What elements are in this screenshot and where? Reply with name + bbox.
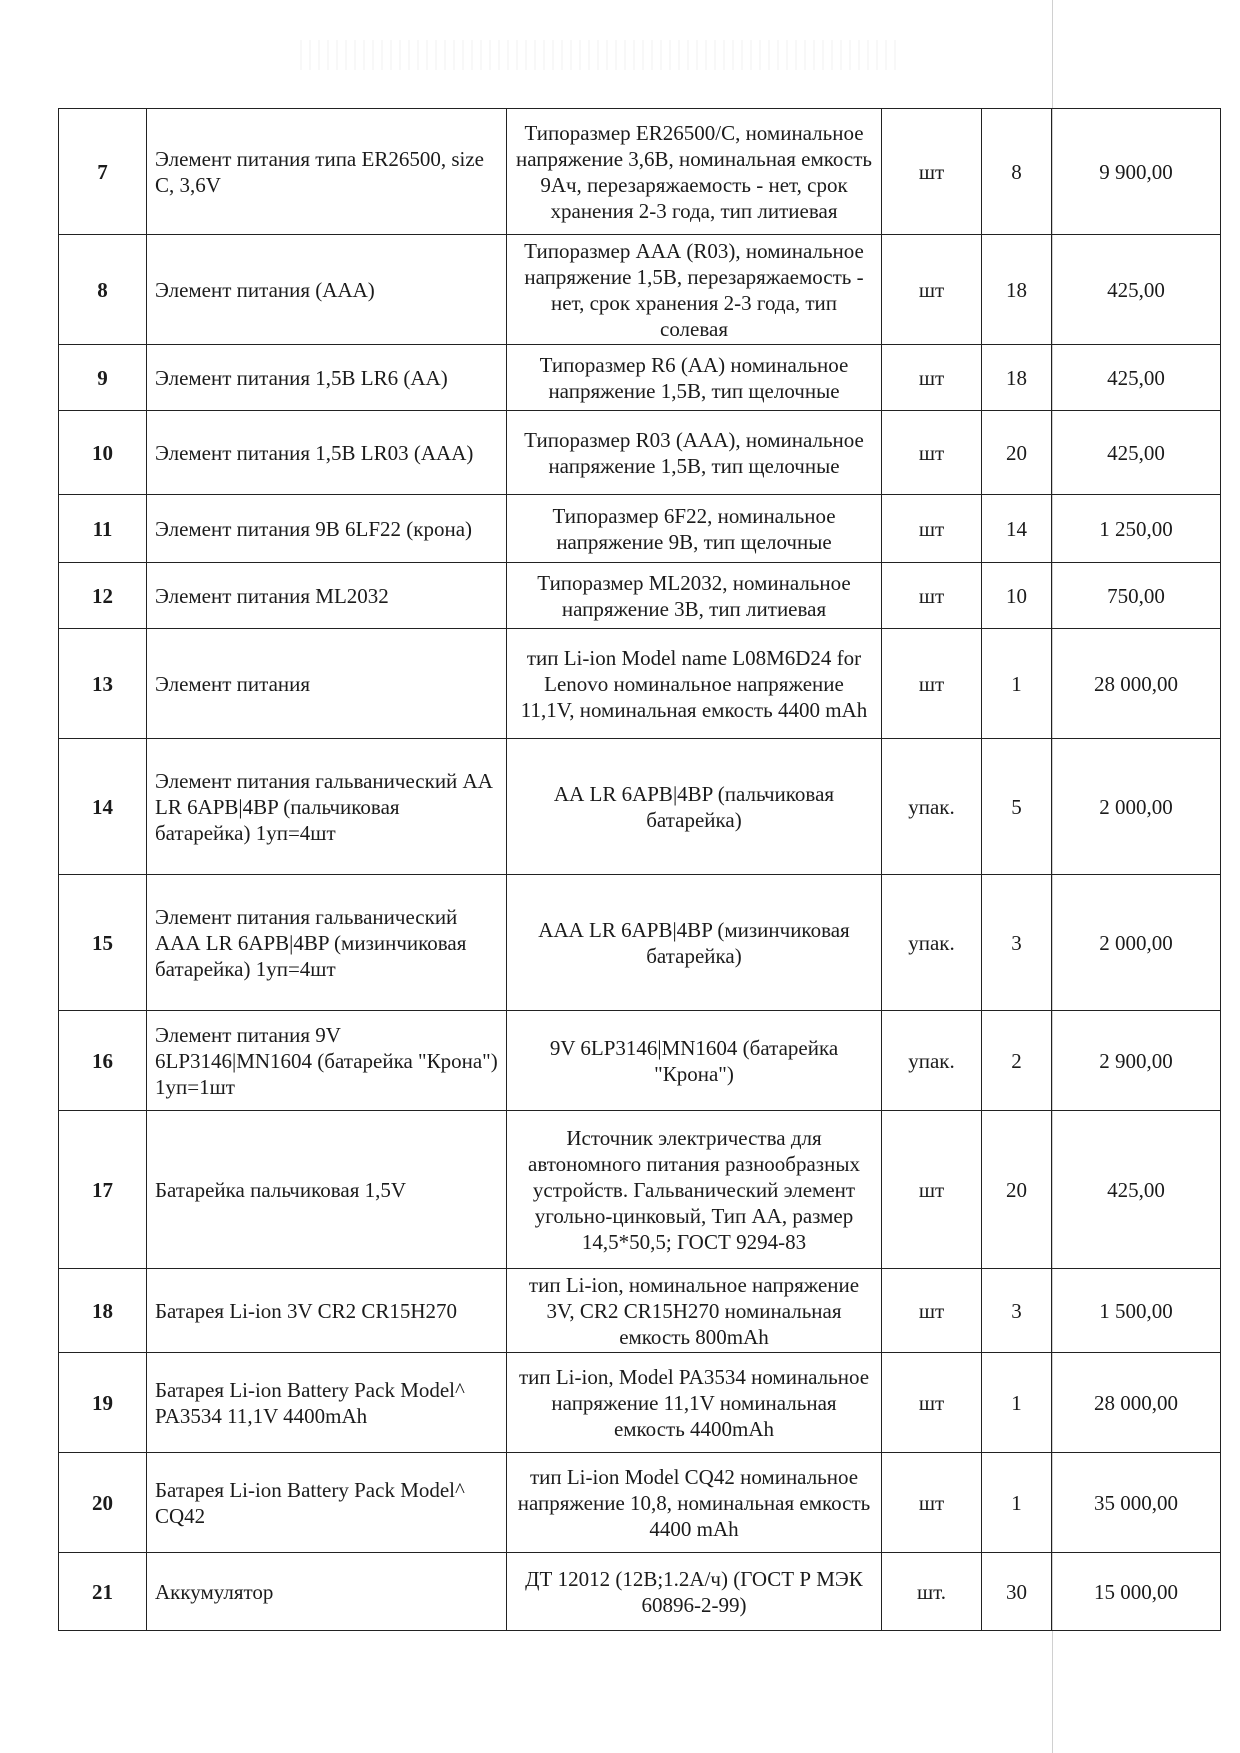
table-row bbox=[59, 495, 1221, 563]
item-name: Элемент питания 9В 6LF22 (крона) bbox=[147, 495, 507, 563]
item-description: тип Li-ion, Model PA3534 номинальное напряжение 11,1V номинальная емкость 4400mAh bbox=[507, 1353, 882, 1453]
item-unit: шт bbox=[882, 629, 982, 739]
item-unit: шт bbox=[882, 1269, 982, 1353]
item-quantity: 30 bbox=[982, 1553, 1052, 1631]
item-unit: шт bbox=[882, 109, 982, 235]
items-table bbox=[58, 108, 1221, 1631]
row-number: 15 bbox=[59, 875, 147, 1011]
item-description: Типоразмер ААА (R03), номинальное напряжение 1,5В, перезаряжаемость - нет, срок хранения 2-3 года, тип солевая bbox=[507, 235, 882, 345]
item-quantity: 18 bbox=[982, 235, 1052, 345]
item-name: Элемент питания 9V 6LP3146|MN1604 (батарейка "Крона") 1уп=1шт bbox=[147, 1011, 507, 1111]
item-description: тип Li-ion Model name L08M6D24 for Lenovo номинальное напряжение 11,1V, номинальная емкость 4400 mAh bbox=[507, 629, 882, 739]
table-row bbox=[59, 345, 1221, 411]
item-price: 28 000,00 bbox=[1052, 629, 1221, 739]
item-description: Типоразмер ER26500/C, номинальное напряжение 3,6В, номинальная емкость 9Ач, перезаряжаемость - нет, срок хранения 2-3 года, тип литиевая bbox=[507, 109, 882, 235]
item-unit: шт bbox=[882, 1111, 982, 1269]
item-unit: шт bbox=[882, 1453, 982, 1553]
item-unit: упак. bbox=[882, 875, 982, 1011]
item-description: ДТ 12012 (12В;1.2А/ч) (ГОСТ Р МЭК 60896-2-99) bbox=[507, 1553, 882, 1631]
item-unit: шт bbox=[882, 345, 982, 411]
table-row bbox=[59, 1553, 1221, 1631]
item-price: 15 000,00 bbox=[1052, 1553, 1221, 1631]
item-price: 425,00 bbox=[1052, 411, 1221, 495]
row-number: 16 bbox=[59, 1011, 147, 1111]
item-quantity: 8 bbox=[982, 109, 1052, 235]
row-number: 8 bbox=[59, 235, 147, 345]
item-price: 2 000,00 bbox=[1052, 739, 1221, 875]
item-description: тип Li-ion Model CQ42 номинальное напряжение 10,8, номинальная емкость 4400 mAh bbox=[507, 1453, 882, 1553]
item-name: Элемент питания bbox=[147, 629, 507, 739]
item-price: 750,00 bbox=[1052, 563, 1221, 629]
item-name: Элемент питания 1,5В LR6 (АА) bbox=[147, 345, 507, 411]
item-quantity: 20 bbox=[982, 411, 1052, 495]
table-row bbox=[59, 411, 1221, 495]
table-row bbox=[59, 1011, 1221, 1111]
item-name: Аккумулятор bbox=[147, 1553, 507, 1631]
item-description: 9V 6LP3146|MN1604 (батарейка "Крона") bbox=[507, 1011, 882, 1111]
row-number: 14 bbox=[59, 739, 147, 875]
row-number: 10 bbox=[59, 411, 147, 495]
item-name: Элемент питания гальванический АА LR 6APB|4BP (пальчиковая батарейка) 1уп=4шт bbox=[147, 739, 507, 875]
item-unit: упак. bbox=[882, 1011, 982, 1111]
row-number: 9 bbox=[59, 345, 147, 411]
item-name: Элемент питания 1,5В LR03 (ААА) bbox=[147, 411, 507, 495]
item-unit: шт bbox=[882, 411, 982, 495]
item-name: Батарея Li-ion Battery Pack Model^ CQ42 bbox=[147, 1453, 507, 1553]
item-quantity: 3 bbox=[982, 1269, 1052, 1353]
item-unit: шт bbox=[882, 1353, 982, 1453]
item-description: Типоразмер ML2032, номинальное напряжение 3В, тип литиевая bbox=[507, 563, 882, 629]
row-number: 7 bbox=[59, 109, 147, 235]
row-number: 12 bbox=[59, 563, 147, 629]
item-price: 28 000,00 bbox=[1052, 1353, 1221, 1453]
table-row bbox=[59, 1111, 1221, 1269]
row-number: 20 bbox=[59, 1453, 147, 1553]
item-price: 425,00 bbox=[1052, 345, 1221, 411]
row-number: 18 bbox=[59, 1269, 147, 1353]
item-quantity: 1 bbox=[982, 1453, 1052, 1553]
scan-artifact bbox=[300, 40, 900, 70]
table-row bbox=[59, 1353, 1221, 1453]
item-price: 2 900,00 bbox=[1052, 1011, 1221, 1111]
row-number: 19 bbox=[59, 1353, 147, 1453]
item-unit: шт bbox=[882, 563, 982, 629]
item-description: Типоразмер R03 (ААА), номинальное напряжение 1,5В, тип щелочные bbox=[507, 411, 882, 495]
table-row bbox=[59, 1269, 1221, 1353]
table-row bbox=[59, 1453, 1221, 1553]
item-description: тип Li-ion, номинальное напряжение 3V, CR2 CR15H270 номинальная емкость 800mAh bbox=[507, 1269, 882, 1353]
table-row bbox=[59, 109, 1221, 235]
item-name: Элемент питания типа ER26500, size C, 3,6V bbox=[147, 109, 507, 235]
item-name: Элемент питания ML2032 bbox=[147, 563, 507, 629]
item-quantity: 10 bbox=[982, 563, 1052, 629]
row-number: 21 bbox=[59, 1553, 147, 1631]
item-quantity: 1 bbox=[982, 629, 1052, 739]
item-price: 35 000,00 bbox=[1052, 1453, 1221, 1553]
row-number: 17 bbox=[59, 1111, 147, 1269]
item-price: 2 000,00 bbox=[1052, 875, 1221, 1011]
item-description: Типоразмер 6F22, номинальное напряжение 9В, тип щелочные bbox=[507, 495, 882, 563]
item-quantity: 2 bbox=[982, 1011, 1052, 1111]
item-description: ААА LR 6APB|4BP (мизинчиковая батарейка) bbox=[507, 875, 882, 1011]
item-name: Батарея Li-ion Battery Pack Model^ PA3534 11,1V 4400mAh bbox=[147, 1353, 507, 1453]
item-description: Типоразмер R6 (АА) номинальное напряжение 1,5В, тип щелочные bbox=[507, 345, 882, 411]
item-description: Источник электричества для автономного питания разнообразных устройств. Гальванический элемент угольно-цинковый, Тип АА, размер 14,5*50,5; ГОСТ 9294-83 bbox=[507, 1111, 882, 1269]
table-row bbox=[59, 875, 1221, 1011]
item-name: Батарейка пальчиковая 1,5V bbox=[147, 1111, 507, 1269]
item-price: 1 500,00 bbox=[1052, 1269, 1221, 1353]
item-quantity: 1 bbox=[982, 1353, 1052, 1453]
item-quantity: 18 bbox=[982, 345, 1052, 411]
row-number: 11 bbox=[59, 495, 147, 563]
item-quantity: 3 bbox=[982, 875, 1052, 1011]
row-number: 13 bbox=[59, 629, 147, 739]
item-price: 425,00 bbox=[1052, 1111, 1221, 1269]
table-row bbox=[59, 739, 1221, 875]
item-name: Элемент питания гальванический ААА LR 6APB|4BP (мизинчиковая батарейка) 1уп=4шт bbox=[147, 875, 507, 1011]
item-price: 425,00 bbox=[1052, 235, 1221, 345]
item-unit: шт bbox=[882, 235, 982, 345]
item-price: 1 250,00 bbox=[1052, 495, 1221, 563]
item-unit: шт. bbox=[882, 1553, 982, 1631]
item-name: Элемент питания (ААА) bbox=[147, 235, 507, 345]
table-row bbox=[59, 235, 1221, 345]
item-quantity: 20 bbox=[982, 1111, 1052, 1269]
item-unit: шт bbox=[882, 495, 982, 563]
item-quantity: 14 bbox=[982, 495, 1052, 563]
item-unit: упак. bbox=[882, 739, 982, 875]
table-row bbox=[59, 563, 1221, 629]
item-description: АА LR 6APB|4BP (пальчиковая батарейка) bbox=[507, 739, 882, 875]
item-quantity: 5 bbox=[982, 739, 1052, 875]
item-price: 9 900,00 bbox=[1052, 109, 1221, 235]
item-name: Батарея Li-ion 3V CR2 CR15H270 bbox=[147, 1269, 507, 1353]
table-row bbox=[59, 629, 1221, 739]
